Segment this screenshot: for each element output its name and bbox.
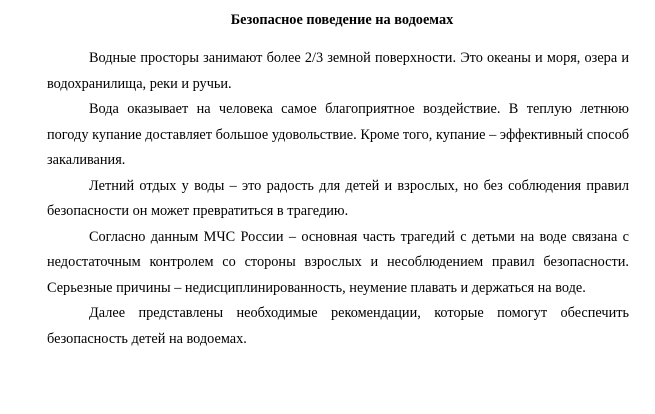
document-body [47, 46, 629, 352]
document-title: Безопасное поведение на водоемах [230, 12, 454, 28]
paragraph-summer-rest: Летний отдых у воды – это радость для детей и взрослых, но без соблюдения правил безопасности он может превратиться в трагедию. [47, 177, 629, 219]
paragraph-emergency-data: Согласно данным МЧС России – основная часть трагедий с детьми на воде связана с недостаточным контролем со стороны взрослых и несоблюдением правил безопасности. Серьезные причины – недисциплинированность, неумение плавать и держаться на воде. [47, 228, 629, 296]
paragraph-water-benefits: Вода оказывает на человека самое благоприятное воздействие. В теплую летнюю погоду купание доставляет большое удовольствие. Кроме того, купание – эффективный способ закаливания. [47, 101, 629, 168]
paragraph-water-expanses: Водные просторы занимают более 2/3 земной поверхности. Это океаны и моря, озера и водохранилища, реки и ручьи. [47, 50, 629, 92]
paragraph-recommendations: Далее представлены необходимые рекомендации, которые помогут обеспечить безопасность детей на водоемах. [47, 305, 629, 347]
